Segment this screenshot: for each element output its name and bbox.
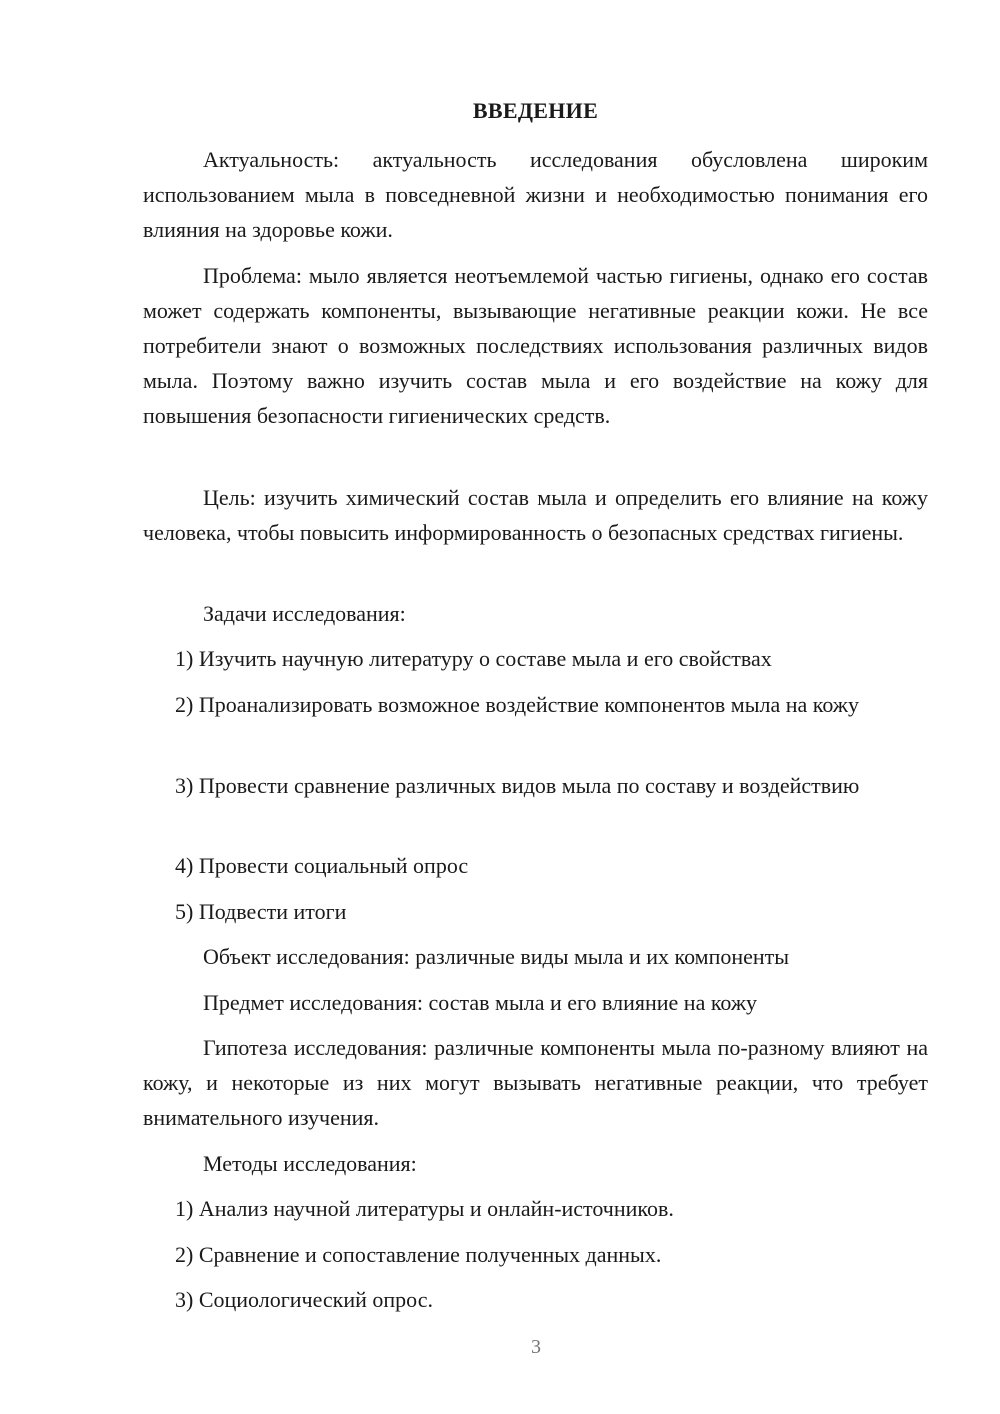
problem-paragraph: Проблема: мыло является неотъемлемой частью гигиены, однако его состав может содержать компоненты, вызывающие негативные реакции кожи. Не все потребители знают о возможных последствиях использования различных видов мыла. Поэтому важно изучить состав мыла и его воздействие на кожу для повышения безопасности гигиенических средств. bbox=[143, 263, 928, 428]
task-item: 2) Проанализировать возможное воздействие компонентов мыла на кожу bbox=[175, 692, 860, 717]
methods-heading: Методы исследования: bbox=[203, 1151, 417, 1176]
tasks-heading: Задачи исследования: bbox=[203, 601, 406, 626]
relevance-paragraph: Актуальность: актуальность исследования обусловлена широким использованием мыла в повседневной жизни и необходимостью понимания его влияния на здоровье кожи. bbox=[143, 147, 928, 242]
subject-paragraph: Предмет исследования: состав мыла и его влияние на кожу bbox=[203, 990, 758, 1015]
task-item: 3) Провести сравнение различных видов мыла по составу и воздействию bbox=[175, 773, 860, 798]
task-item: 4) Провести социальный опрос bbox=[175, 853, 469, 878]
method-item: 2) Сравнение и сопоставление полученных данных. bbox=[175, 1242, 662, 1267]
page-title: ВВЕДЕНИЕ bbox=[472, 98, 599, 123]
object-paragraph: Объект исследования: различные виды мыла и их компоненты bbox=[203, 944, 790, 969]
hypothesis-paragraph: Гипотеза исследования: различные компоненты мыла по-разному влияют на кожу, и некоторые из них могут вызывать негативные реакции, что требует внимательного изучения. bbox=[143, 1035, 928, 1130]
page-number: 3 bbox=[531, 1336, 541, 1358]
task-item: 5) Подвести итоги bbox=[175, 899, 347, 924]
method-item: 1) Анализ научной литературы и онлайн-источников. bbox=[175, 1196, 674, 1221]
method-item: 3) Социологический опрос. bbox=[175, 1287, 433, 1312]
goal-paragraph: Цель: изучить химический состав мыла и определить его влияние на кожу человека, чтобы повысить информированность о безопасных средствах гигиены. bbox=[143, 485, 928, 545]
task-item: 1) Изучить научную литературу о составе мыла и его свойствах bbox=[175, 646, 772, 671]
